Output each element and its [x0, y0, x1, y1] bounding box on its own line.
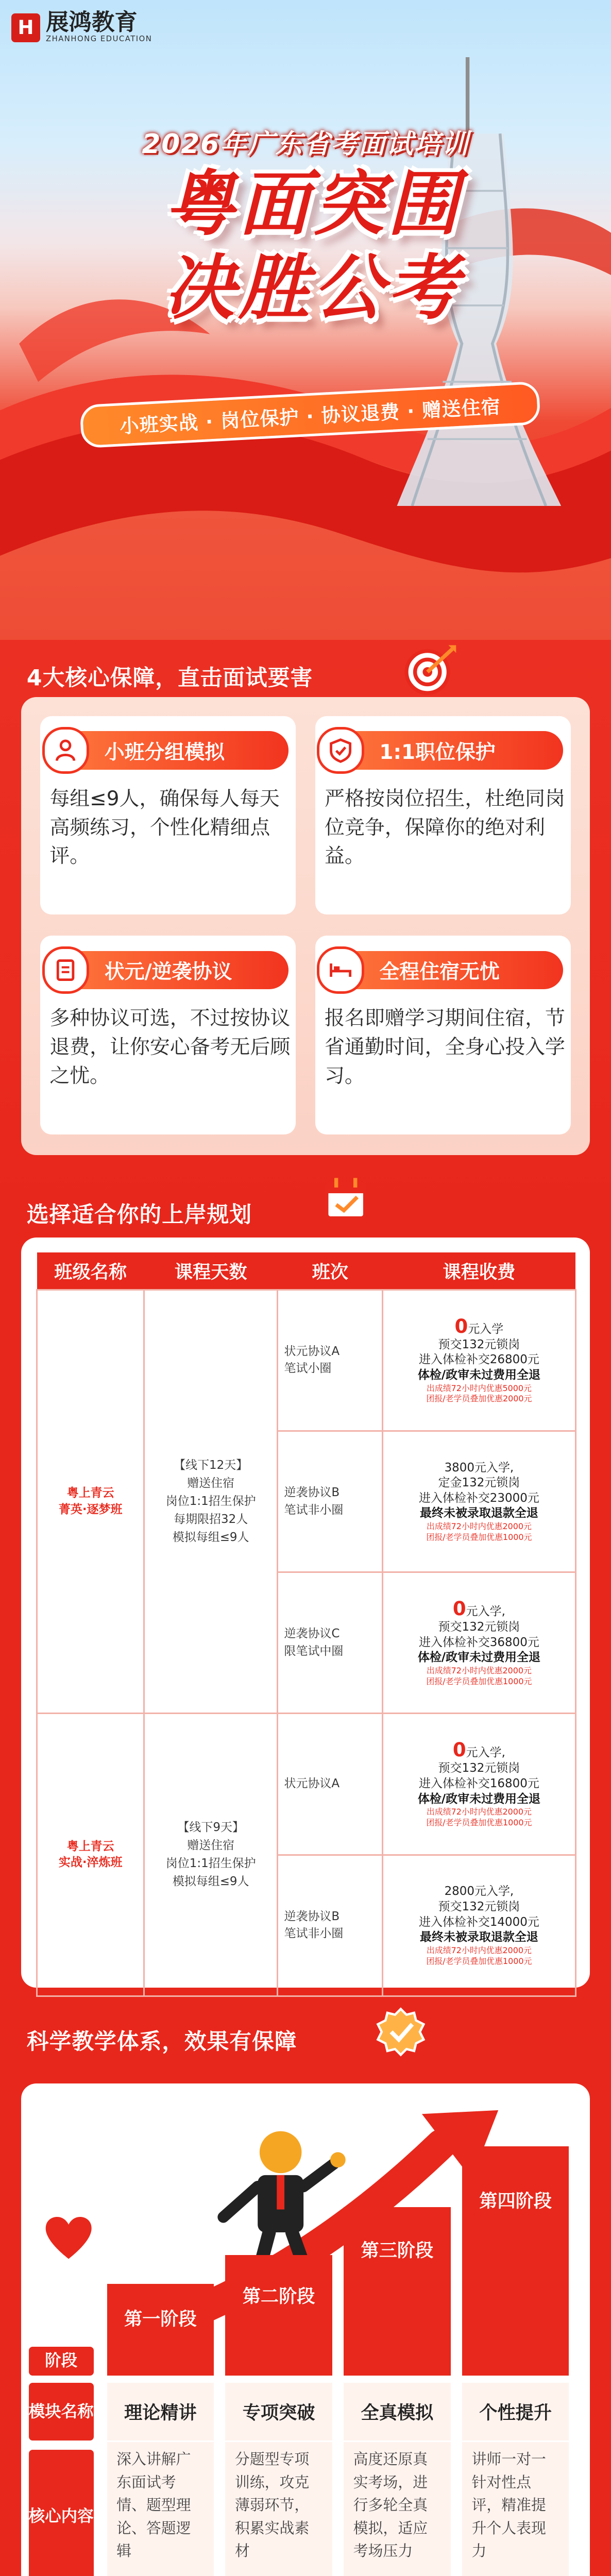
guarantee-card-accommodation: [315, 936, 571, 1134]
fee-refund-note: 最终未被录取退款全退: [420, 1930, 538, 1944]
fee-discount-note: 出成绩72小时内优惠5000元: [426, 1383, 532, 1393]
row-label-stage: 阶段: [29, 2347, 94, 2376]
guarantee-text: 报名即赠学习期间住宿，节省通勤时间，全身心投入学习。: [325, 1007, 565, 1088]
guarantee-header: [323, 731, 563, 769]
guarantee-header: [48, 731, 288, 769]
core-content-cell: 深入讲解广东面试考情、题型理论、答题逻辑: [107, 2442, 214, 2576]
row-label-core: 核心内容: [29, 2450, 94, 2576]
guarantee-text: 严格按岗位招生，杜绝同岗位竞争，保障你的绝对利益。: [325, 787, 565, 868]
ban-line: 逆袭协议B: [284, 1909, 340, 1923]
fee-line: 预交132元锁岗: [438, 1620, 520, 1634]
ban-line: 逆袭协议B: [284, 1486, 340, 1500]
fee-refund-note: 最终未被录取退款全退: [420, 1506, 538, 1520]
fee-suffix: 元入学,: [466, 1746, 505, 1760]
fee-amount: 0: [452, 1598, 466, 1620]
stage-bar-3: 第三阶段: [344, 2207, 451, 2375]
column-header-class-name: 班级名称: [37, 1252, 144, 1290]
fee-line: 定金132元锁岗: [438, 1476, 520, 1490]
course-days-line: 岗位1:1招生保护: [165, 1494, 256, 1508]
plans-table: [36, 1252, 576, 1997]
plans-table-header-row: [37, 1252, 575, 1290]
fee-discount-note: 出成绩72小时内优惠2000元: [426, 1807, 532, 1817]
ban-cell: [278, 1290, 383, 1431]
fee-discount-note: 团报/老学员叠加优惠1000元: [426, 1818, 532, 1828]
class-name-line: 菁英·逐梦班: [58, 1502, 123, 1516]
guarantees-panel: [21, 697, 590, 1156]
course-days-line: 模拟每组≤9人: [172, 1531, 249, 1545]
stage-bar-2: 第二阶段: [225, 2255, 332, 2375]
guarantee-label: 全程住宿无忧: [379, 960, 500, 984]
stage-bar-4: 第四阶段: [462, 2146, 569, 2376]
class-name-line: 粤上青云: [66, 1840, 114, 1854]
fee-line: 3800元入学,: [444, 1461, 514, 1475]
fee-suffix: 元入学: [468, 1322, 504, 1336]
core-content-cell: 分题型专项训练，攻克薄弱环节，积累实战素材: [225, 2442, 332, 2576]
fee-line: 进入体检补交16800元: [418, 1777, 539, 1791]
shield-icon: [317, 727, 364, 774]
approval-badge-icon: [374, 2005, 428, 2059]
fee-line: 进入体检补交26800元: [418, 1353, 539, 1367]
course-days-cell: [144, 1714, 277, 1996]
class-name-cell: [37, 1714, 144, 1996]
ban-line: 状元协议A: [284, 1777, 340, 1791]
course-days-line: 每期限招32人: [174, 1513, 248, 1527]
column-header-fee: 课程收费: [383, 1252, 575, 1290]
module-cell: 专项突破: [225, 2383, 332, 2440]
plans-title: 选择适合你的上岸规划: [26, 1201, 252, 1228]
fee-discount-note: 团报/老学员叠加优惠1000元: [426, 1676, 532, 1686]
fee-discount-note: 团报/老学员叠加优惠1000元: [426, 1956, 532, 1966]
guarantee-text: 多种协议可选，不过按协议退费，让你安心备考无后顾之忧。: [49, 1007, 291, 1088]
fee-refund-note: 体检/政审未过费用全退: [417, 1792, 540, 1806]
core-content-cell: 讲师一对一针对性点评，精准提升个人表现力: [462, 2442, 569, 2576]
brand-name-en: ZHANHONG EDUCATION: [45, 34, 152, 43]
class-name-line: 实战·淬炼班: [58, 1856, 123, 1870]
class-name-cell: [37, 1290, 144, 1714]
guarantee-card-agreement: [40, 936, 296, 1134]
fee-discount-note: 出成绩72小时内优惠2000元: [426, 1945, 532, 1955]
guarantee-card-small-class: [40, 716, 296, 914]
fee-line: 预交132元锁岗: [438, 1761, 520, 1775]
fee-cell: [383, 1431, 575, 1572]
ban-cell: [278, 1714, 383, 1855]
column-header-ban: 班次: [278, 1252, 383, 1290]
ban-line: 限笔试中圈: [284, 1644, 344, 1658]
brand-logo[interactable]: [11, 11, 152, 44]
fee-line: 进入体检补交36800元: [418, 1635, 539, 1649]
hero-title-line1: 粤面突围: [164, 163, 462, 245]
guarantee-label: 状元/逆袭协议: [104, 960, 232, 984]
ban-cell: [278, 1855, 383, 1996]
target-icon: [393, 641, 458, 699]
hero-tagline-pill: 小班实战 · 岗位保护 · 协议退费 · 赠送住宿: [79, 381, 540, 449]
ban-line: 逆袭协议C: [284, 1627, 340, 1641]
course-days-line: 岗位1:1招生保护: [165, 1857, 256, 1871]
class-name-line: 粤上青云: [66, 1486, 114, 1500]
ban-line: 笔试非小圈: [284, 1503, 344, 1517]
ban-line: 状元协议A: [284, 1344, 340, 1358]
heart-icon: [44, 2217, 93, 2263]
guarantee-text: 每组≤9人，确保每人每天高频练习，个性化精细点评。: [49, 787, 280, 868]
guarantee-card-job-protection: [315, 716, 571, 914]
course-days-line: 赠送住宿: [187, 1838, 235, 1852]
course-days-line: 赠送住宿: [187, 1476, 235, 1490]
teaching-title: 科学教学体系，效果有保障: [26, 2028, 297, 2055]
document-icon: [42, 946, 90, 994]
table-row: [37, 1290, 575, 1431]
guarantee-label: 1:1职位保护: [379, 740, 496, 764]
fee-discount-note: 出成绩72小时内优惠2000元: [426, 1521, 532, 1532]
guarantees-title: 4大核心保障，直击面试要害: [26, 665, 313, 691]
fee-line: 进入体检补交23000元: [418, 1491, 539, 1505]
course-days-line: 【线下9天】: [177, 1820, 244, 1834]
fee-cell: [383, 1855, 575, 1996]
guarantee-header: [48, 951, 288, 989]
calendar-icon: [321, 1174, 375, 1224]
ban-line: 笔试小圈: [284, 1362, 332, 1376]
guarantee-label: 小班分组模拟: [104, 740, 225, 764]
module-cell: 全真模拟: [344, 2383, 451, 2440]
ban-line: 笔试非小圈: [284, 1927, 344, 1941]
module-cell: 个性提升: [462, 2383, 569, 2440]
hero-title-line2: 决胜公考: [164, 247, 462, 329]
ban-cell: [278, 1431, 383, 1572]
fee-refund-note: 体检/政审未过费用全退: [417, 1368, 540, 1382]
fee-amount: 0: [452, 1739, 466, 1761]
module-cell: 理论精讲: [107, 2383, 214, 2440]
ban-cell: [278, 1572, 383, 1714]
fee-cell: [383, 1290, 575, 1431]
fee-suffix: 元入学,: [466, 1605, 505, 1619]
fee-discount-note: 团报/老学员叠加优惠1000元: [426, 1532, 532, 1542]
bed-icon: [317, 946, 364, 994]
fee-discount-note: 出成绩72小时内优惠2000元: [426, 1666, 532, 1676]
hero-subtitle: 2026年广东省考面试培训: [142, 129, 469, 160]
course-days-line: 【线下12天】: [174, 1458, 248, 1472]
row-label-module: 模块名称: [29, 2383, 94, 2440]
fee-cell: [383, 1714, 575, 1855]
fee-line: 预交132元锁岗: [438, 1900, 520, 1913]
fee-line: 2800元入学,: [444, 1885, 514, 1899]
fee-amount: 0: [454, 1315, 468, 1337]
stage-bar-1: 第一阶段: [107, 2284, 214, 2376]
fee-line: 预交132元锁岗: [438, 1337, 520, 1351]
fee-refund-note: 体检/政审未过费用全退: [417, 1651, 540, 1665]
course-days-line: 模拟每组≤9人: [172, 1875, 249, 1889]
core-content-cell: 高度还原真实考场，进行多轮全真模拟，适应考场压力: [344, 2442, 451, 2576]
hero-section: [0, 0, 611, 640]
brand-logo-mark: H: [11, 13, 40, 42]
guarantee-header: [323, 951, 563, 989]
fee-discount-note: 团报/老学员叠加优惠2000元: [426, 1394, 532, 1404]
brand-name-cn: 展鸿教育: [45, 9, 138, 36]
course-days-cell: [144, 1290, 277, 1714]
column-header-course-days: 课程天数: [144, 1252, 277, 1290]
fee-line: 进入体检补交14000元: [418, 1915, 539, 1929]
group-icon: [42, 727, 90, 774]
table-row: [37, 1714, 575, 1855]
fee-cell: [383, 1572, 575, 1714]
plans-panel: [21, 1238, 590, 1988]
